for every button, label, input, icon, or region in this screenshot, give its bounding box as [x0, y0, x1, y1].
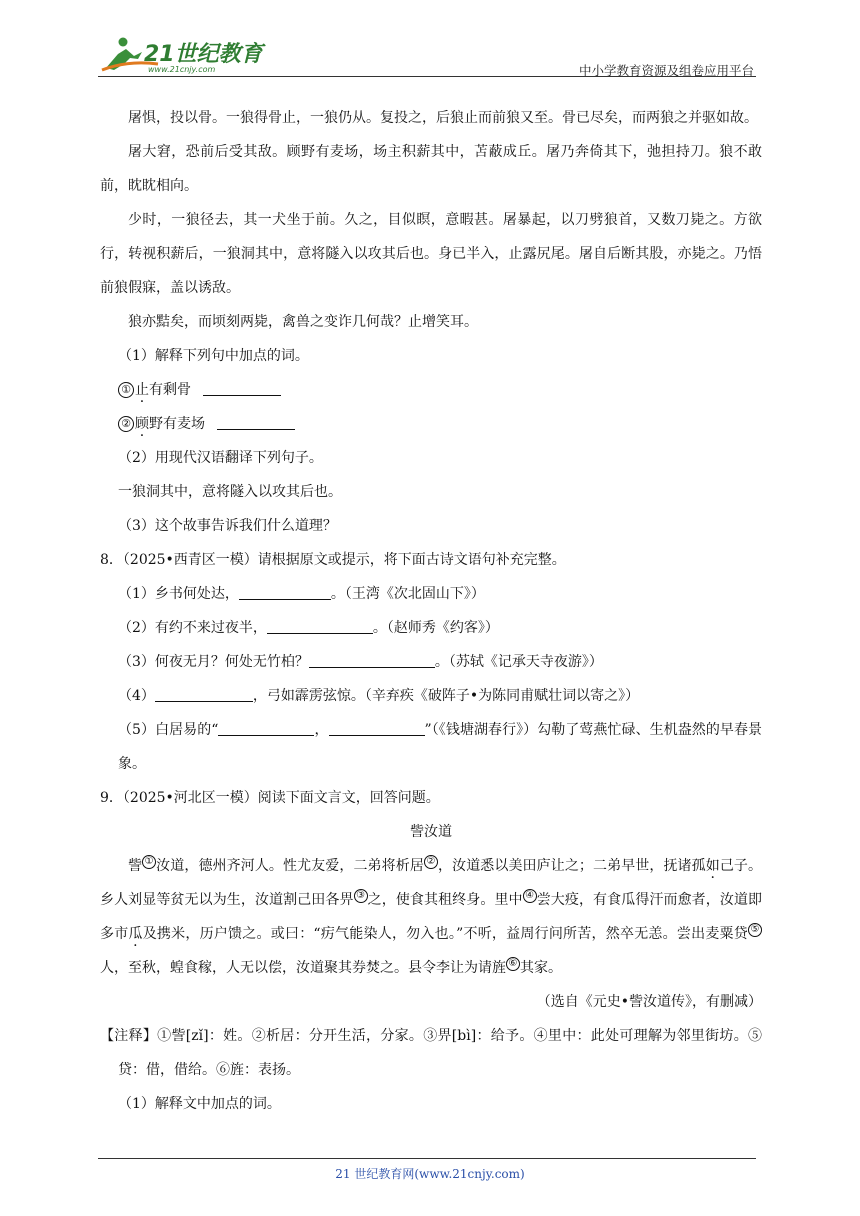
note-mark: ①: [142, 855, 156, 869]
footer-divider: [98, 1158, 756, 1159]
text-run: ，汝道悉以美田庐让之；二弟早世，抚诸: [437, 858, 692, 874]
platform-name: 中小学教育资源及组卷应用平台: [578, 63, 754, 78]
question-9-stem: 9．（2025•河北区一模）阅读下面文言文，回答问题。: [100, 790, 440, 806]
dotted-word: 止: [135, 382, 149, 398]
question-prompt: （2）用现代汉语翻译下列句子。: [118, 450, 323, 466]
passage-paragraph: 屠大窘，恐前后受其敌。顾野有麦场，场主积薪其中，苫蔽成丘。屠乃奔倚其下，弛担持刀。狼不敢前，眈眈相向。: [100, 144, 762, 194]
site-logo: [98, 34, 268, 74]
text-run: 如己子。乡人刘显等贫无以为生，汝道割己田各畀: [100, 858, 763, 908]
fill-text: ”（《钱塘湖春行》）勾勒了莺燕忙碌、生机盎然的早春景象。: [118, 722, 763, 772]
fill-text: ，: [314, 722, 329, 738]
text-run: 其家。: [520, 960, 562, 976]
vocab-phrase: 野有麦场: [149, 416, 205, 432]
fill-text: 。（王湾《次北固山下》）: [330, 586, 485, 602]
question-8-stem: 8．（2025•西青区一模）请根据原文或提示，将下面古诗文语句补充完整。: [100, 552, 566, 568]
vocab-item: [100, 373, 762, 407]
answer-blank[interactable]: [329, 721, 425, 736]
fill-text: ，弓如霹雳弦惊。（辛弃疾《破阵子•为陈同甫赋壮词以寄之》）: [252, 688, 640, 704]
note-mark: ③: [354, 889, 368, 903]
text-run: 汝道，德州齐河人。性尤友爱，二弟将析居: [156, 858, 424, 874]
text-run: 之，使食其租终身。里中: [367, 892, 523, 908]
note-mark: ④: [523, 889, 537, 903]
fill-text: 。（苏轼《记承天寺夜游》）: [434, 654, 603, 670]
passage-paragraph: [100, 849, 762, 985]
note-mark: ⑥: [506, 957, 520, 971]
fill-item: [100, 713, 762, 781]
note-mark: ⑤: [748, 923, 762, 937]
text-run: 人，至秋，蝗食稼，人无以偿，汝道聚其券焚之。县令李让为请旌: [100, 960, 506, 976]
answer-blank[interactable]: [203, 381, 281, 396]
text-run: 尝大疫，有食瓜得汗而愈者，汝道即多: [100, 892, 763, 942]
vocab-phrase: 有剩骨: [149, 382, 191, 398]
dotted-word: 孤: [691, 858, 706, 874]
dotted-word: 市: [114, 926, 129, 942]
fill-item: [100, 577, 762, 611]
fill-text: 。（赵师秀《约客》）: [372, 620, 499, 636]
item-number: ②: [118, 416, 134, 432]
answer-blank[interactable]: [217, 415, 295, 430]
question-prompt: （1）解释文中加点的词。: [118, 1096, 281, 1112]
fill-item: [100, 645, 762, 679]
answer-blank[interactable]: [218, 721, 314, 736]
header-divider: [98, 76, 756, 77]
fill-item: [100, 611, 762, 645]
question-prompt: （1）解释下列句中加点的词。: [118, 348, 309, 364]
passage-paragraph: 狼亦黠矣，而顷刻两毙，禽兽之变诈几何哉？止增笑耳。: [128, 314, 478, 330]
passage-title: 訾汝道: [410, 824, 452, 840]
answer-blank[interactable]: [155, 687, 253, 702]
logo-url: www.21cnjy.com: [148, 65, 216, 74]
text-run: 訾: [128, 858, 143, 874]
answer-blank[interactable]: [267, 619, 373, 634]
vocab-item: [100, 407, 762, 441]
passage-paragraph: 屠惧，投以骨。一狼得骨止，一狼仍从。复投之，后狼止而前狼又至。骨已尽矣，而两狼之并驱如故。: [128, 110, 758, 126]
passage-paragraph: 少时，一狼径去，其一犬坐于前。久之，目似瞑，意暇甚。屠暴起，以刀劈狼首，又数刀毙之。方欲行，转视积薪后，一狼洞其中，意将隧入以攻其后也。身已半入，止露尻尾。屠自后断其股，亦毙之。乃悟前狼假寐，盖以诱敌。: [100, 212, 762, 296]
question-prompt: （3）这个故事告诉我们什么道理？: [118, 518, 337, 534]
fill-text: （4）: [118, 688, 155, 704]
item-number: ①: [118, 382, 134, 398]
passage-source: （选自《元史•訾汝道传》，有删减）: [536, 994, 762, 1010]
text-run: 瓜及携米，历户馈之。或曰：“疠气能染人，勿入也。”不听，益周行问所苦，然卒无恙。尝出麦粟贷: [128, 926, 749, 942]
fill-text: （5）白居易的“: [118, 722, 219, 738]
page-footer[interactable]: 21 世纪教育网(www.21cnjy.com): [335, 1167, 525, 1181]
annotation-notes: 【注释】①訾[zǐ]：姓。②析居：分开生活，分家。③畀[bì]：给予。④里中：此处可理解为邻里街坊。⑤贷：借，借给。⑥旌：表扬。: [100, 1028, 762, 1078]
fill-item: [100, 679, 762, 713]
page-header: [98, 30, 756, 78]
logo-text: 21世纪教育: [144, 42, 263, 67]
fill-text: （1）乡书何处达，: [118, 586, 239, 602]
answer-blank[interactable]: [239, 585, 331, 600]
document-body: [100, 101, 762, 1121]
fill-text: （3）何夜无月？何处无竹柏？: [118, 654, 309, 670]
answer-blank[interactable]: [309, 653, 435, 668]
dotted-word: 顾: [135, 416, 149, 432]
fill-text: （2）有约不来过夜半，: [118, 620, 267, 636]
translate-sentence: 一狼洞其中，意将隧入以攻其后也。: [118, 484, 342, 500]
note-mark: ②: [424, 855, 438, 869]
